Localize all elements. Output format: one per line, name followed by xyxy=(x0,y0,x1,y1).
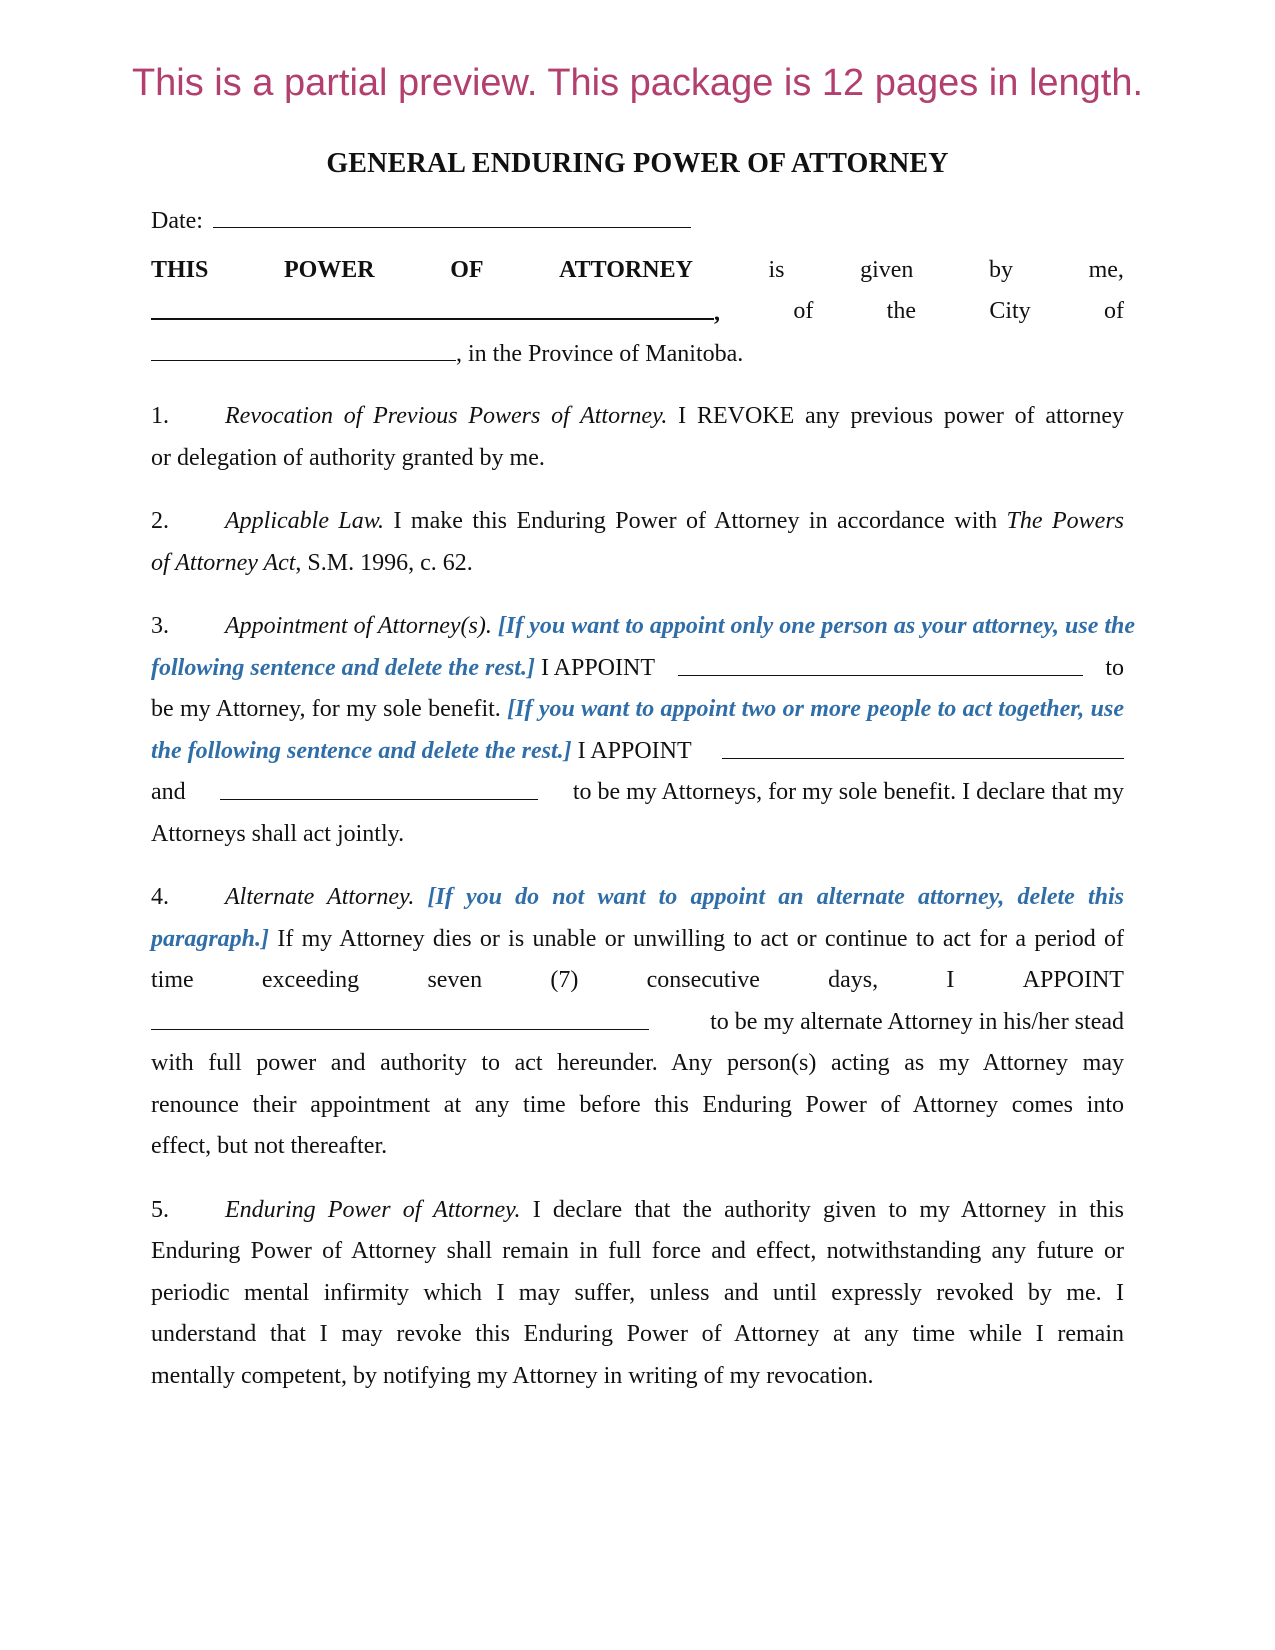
section-4-line-1 xyxy=(151,877,1124,919)
joint-attorney-1-blank xyxy=(722,731,1124,759)
drafting-note: paragraph.] xyxy=(151,925,270,952)
section-number: 2. xyxy=(151,508,169,534)
drafting-note: [If you want to appoint only one person as your attorney, use the xyxy=(497,613,1136,639)
drafting-note: the following sentence and delete the rest.] xyxy=(151,737,572,764)
section-3-line-1 xyxy=(151,606,1136,648)
section-word: time xyxy=(151,967,194,993)
date-label: Date: xyxy=(151,208,203,234)
intro-province-text: , in the Province of Manitoba. xyxy=(456,340,744,367)
section-5-line-2 xyxy=(151,1231,1124,1273)
appoint-text: I APPOINT xyxy=(540,654,655,681)
section-text: I make this Enduring Power of Attorney in accordance with xyxy=(384,508,1007,534)
drafting-note: [If you want to appoint two or more people to act together, use xyxy=(507,696,1124,722)
intro-paragraph xyxy=(151,250,1124,375)
intro-word: of xyxy=(1103,298,1124,324)
section-text: with full power and authority to act hereunder. Any person(s) acting as my Attorney may xyxy=(151,1050,1124,1076)
grantor-name-field xyxy=(151,291,720,333)
section-2 xyxy=(151,501,1124,584)
section-1-line-1 xyxy=(151,396,1124,438)
section-4-line-6 xyxy=(151,1085,1124,1127)
drafting-note: following sentence and delete the rest.] xyxy=(151,654,535,681)
appoint-text: I APPOINT xyxy=(577,737,692,764)
intro-word: of xyxy=(793,298,814,324)
section-word: APPOINT xyxy=(1022,967,1124,993)
section-text: or delegation of authority granted by me. xyxy=(151,444,545,471)
date-blank xyxy=(213,200,691,228)
section-4 xyxy=(151,877,1124,1168)
section-number: 1. xyxy=(151,403,169,429)
section-text: I declare that the authority given to my Attorney in this xyxy=(520,1196,1124,1223)
intro-word: City xyxy=(989,298,1031,324)
and-text: and xyxy=(151,779,186,805)
section-text: be my Attorney, for my sole benefit. xyxy=(151,696,508,722)
section-3-line-6 xyxy=(151,814,1124,856)
section-3-line-3 xyxy=(151,689,1124,731)
section-number: 3. xyxy=(151,613,169,639)
section-3 xyxy=(151,606,1136,855)
section-4-line-7 xyxy=(151,1126,1124,1168)
section-word: exceeding xyxy=(261,967,360,993)
section-5-line-3 xyxy=(151,1273,1124,1315)
intro-comma: , xyxy=(714,300,720,326)
section-1-line-2 xyxy=(151,438,1124,480)
section-2-line-2 xyxy=(151,543,1124,585)
section-4-line-2 xyxy=(151,919,1124,961)
section-3-line-2 xyxy=(151,648,1124,690)
section-3-line-4 xyxy=(151,731,1124,773)
section-word: seven xyxy=(427,967,483,993)
to-text: to xyxy=(1105,654,1124,681)
section-word: consecutive xyxy=(646,967,760,993)
intro-word: THIS xyxy=(151,256,209,283)
section-text: , S.M. 1996, c. 62. xyxy=(295,549,473,576)
act-title: The Powers xyxy=(1006,508,1125,534)
section-text: I REVOKE any previous power of attorney xyxy=(667,403,1124,429)
section-number: 4. xyxy=(151,884,169,910)
section-4-line-5 xyxy=(151,1043,1124,1085)
section-text: to be my Attorneys, for my sole benefit. I declare that my xyxy=(572,779,1124,805)
date-line xyxy=(151,200,1124,242)
section-word: days, xyxy=(828,967,879,993)
section-3-line-5 xyxy=(151,772,1124,814)
section-5 xyxy=(151,1190,1124,1398)
section-text: to be my alternate Attorney in his/her stead xyxy=(710,1008,1124,1035)
section-word: I xyxy=(946,967,955,993)
alternate-attorney-blank xyxy=(151,1002,649,1030)
section-text: effect, but not thereafter. xyxy=(151,1133,388,1159)
section-5-line-4 xyxy=(151,1314,1124,1356)
intro-word: OF xyxy=(450,256,484,283)
section-heading: Revocation of Previous Powers of Attorney. xyxy=(225,403,668,429)
section-text: understand that I may revoke this Enduring Power of Attorney at any time while I remain xyxy=(151,1321,1124,1347)
section-2-line-1 xyxy=(151,501,1124,543)
intro-word: by xyxy=(989,256,1013,283)
section-1 xyxy=(151,396,1124,479)
document-body xyxy=(151,146,1136,1397)
section-text: renounce their appointment at any time before this Enduring Power of Attorney comes into xyxy=(151,1091,1124,1118)
intro-line-2 xyxy=(151,291,1124,333)
intro-word: me, xyxy=(1088,256,1124,283)
joint-attorney-2-blank xyxy=(220,772,538,800)
section-text: mentally competent, by notifying my Attorney in writing of my revocation. xyxy=(151,1362,874,1389)
section-text: Enduring Power of Attorney shall remain in full force and effect, notwithstanding any future or xyxy=(151,1238,1124,1264)
section-word: (7) xyxy=(550,967,579,993)
section-heading: Enduring Power of Attorney. xyxy=(225,1196,521,1223)
intro-word: ATTORNEY xyxy=(559,256,693,283)
act-title: of Attorney Act xyxy=(151,549,296,576)
section-5-line-5 xyxy=(151,1356,1124,1398)
city-blank xyxy=(151,333,456,361)
drafting-note: [If you do not want to appoint an alternate attorney, delete this xyxy=(427,884,1125,910)
attorney-name-blank xyxy=(678,648,1083,676)
document-title: GENERAL ENDURING POWER OF ATTORNEY xyxy=(326,148,949,179)
section-heading: Appointment of Attorney(s). xyxy=(225,613,492,639)
section-heading: Alternate Attorney. xyxy=(225,884,415,910)
intro-word: POWER xyxy=(283,256,375,283)
section-text: Attorneys shall act jointly. xyxy=(151,820,405,847)
preview-banner: This is a partial preview. This package is 12 pages in length. xyxy=(131,62,1144,104)
section-5-line-1 xyxy=(151,1190,1124,1232)
section-text: If my Attorney dies or is unable or unwilling to act or continue to act for a period of xyxy=(269,925,1124,952)
intro-word: the xyxy=(886,298,916,324)
intro-line-1 xyxy=(151,250,1124,292)
section-4-line-3 xyxy=(151,960,1124,1002)
intro-line-3 xyxy=(151,333,1124,375)
section-heading: Applicable Law. xyxy=(225,508,384,534)
intro-word: given xyxy=(860,256,914,283)
grantor-name-blank xyxy=(151,291,714,320)
intro-word: is xyxy=(768,256,785,283)
section-text: periodic mental infirmity which I may suffer, unless and until expressly revoked by me. I xyxy=(151,1279,1124,1306)
section-number: 5. xyxy=(151,1196,169,1223)
section-4-line-4 xyxy=(151,1002,1124,1044)
